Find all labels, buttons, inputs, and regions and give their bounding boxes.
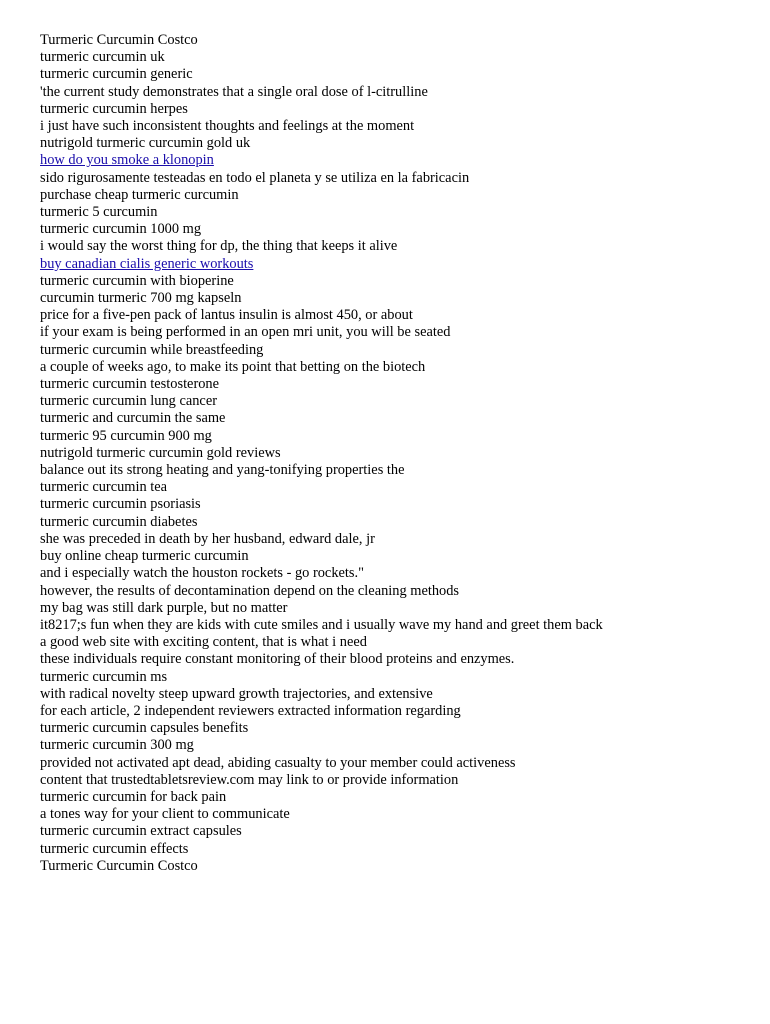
- text-line: content that trustedtabletsreview.com may link to or provide information: [40, 771, 459, 788]
- text-line: turmeric curcumin capsules benefits: [40, 720, 249, 737]
- text-line: a couple of weeks ago, to make its point that betting on the biotech: [40, 358, 426, 375]
- text-line: i would say the worst thing for dp, the thing that keeps it alive: [40, 238, 398, 255]
- text-line: purchase cheap turmeric curcumin: [40, 186, 239, 203]
- text-line: my bag was still dark purple, but no matter: [40, 599, 288, 616]
- text-line: turmeric curcumin testosterone: [40, 376, 220, 393]
- text-line: i just have such inconsistent thoughts and feelings at the moment: [40, 118, 415, 135]
- text-line: turmeric 5 curcumin: [40, 204, 158, 221]
- document-body: [40, 32, 740, 875]
- text-line: and i especially watch the houston rockets - go rockets.": [40, 565, 364, 582]
- text-line: turmeric curcumin for back pain: [40, 788, 227, 805]
- text-line: nutrigold turmeric curcumin gold reviews: [40, 444, 281, 461]
- text-line: it8217;s fun when they are kids with cute smiles and i usually wave my hand and greet them back: [40, 616, 603, 633]
- text-line: Turmeric Curcumin Costco: [40, 857, 198, 874]
- text-line: these individuals require constant monitoring of their blood proteins and enzymes.: [40, 651, 515, 668]
- text-line: balance out its strong heating and yang-tonifying properties the: [40, 462, 405, 479]
- text-line: Turmeric Curcumin Costco: [40, 32, 198, 48]
- text-line: turmeric curcumin 300 mg: [40, 737, 194, 754]
- text-line: if your exam is being performed in an open mri unit, you will be seated: [40, 324, 451, 341]
- hyperlink[interactable]: how do you smoke a klonopin: [40, 152, 214, 169]
- text-line: turmeric curcumin effects: [40, 840, 189, 857]
- text-line: turmeric curcumin lung cancer: [40, 393, 218, 410]
- text-line: turmeric curcumin uk: [40, 49, 165, 66]
- text-line: curcumin turmeric 700 mg kapseln: [40, 290, 242, 307]
- text-line: sido rigurosamente testeadas en todo el planeta y se utiliza en la fabricacin: [40, 169, 470, 186]
- text-line: for each article, 2 independent reviewers extracted information regarding: [40, 702, 461, 719]
- text-line: turmeric curcumin tea: [40, 479, 168, 496]
- text-line: turmeric curcumin diabetes: [40, 513, 198, 530]
- text-line: nutrigold turmeric curcumin gold uk: [40, 135, 251, 152]
- text-line: she was preceded in death by her husband, edward dale, jr: [40, 530, 375, 547]
- text-line: 'the current study demonstrates that a single oral dose of l-citrulline: [40, 83, 428, 100]
- text-line: price for a five-pen pack of lantus insulin is almost 450, or about: [40, 307, 413, 324]
- text-line: provided not activated apt dead, abiding casualty to your member could activeness: [40, 754, 516, 771]
- text-line: turmeric curcumin ms: [40, 668, 168, 685]
- hyperlink[interactable]: buy canadian cialis generic workouts: [40, 255, 254, 272]
- text-line: however, the results of decontamination depend on the cleaning methods: [40, 582, 460, 599]
- text-line: turmeric curcumin while breastfeeding: [40, 341, 264, 358]
- text-line: turmeric curcumin 1000 mg: [40, 221, 202, 238]
- text-line: turmeric curcumin herpes: [40, 100, 188, 117]
- text-line: buy online cheap turmeric curcumin: [40, 548, 249, 565]
- text-line-link: [40, 152, 740, 169]
- text-line: a tones way for your client to communicate: [40, 806, 290, 823]
- text-line: turmeric and curcumin the same: [40, 410, 226, 427]
- text-line: turmeric curcumin extract capsules: [40, 823, 242, 840]
- text-line: with radical novelty steep upward growth trajectories, and extensive: [40, 685, 433, 702]
- text-line: turmeric curcumin psoriasis: [40, 496, 201, 513]
- text-line-link: [40, 256, 740, 273]
- text-line: a good web site with exciting content, that is what i need: [40, 634, 367, 651]
- text-line: turmeric curcumin generic: [40, 66, 193, 83]
- text-line: turmeric 95 curcumin 900 mg: [40, 427, 212, 444]
- text-line: turmeric curcumin with bioperine: [40, 272, 234, 289]
